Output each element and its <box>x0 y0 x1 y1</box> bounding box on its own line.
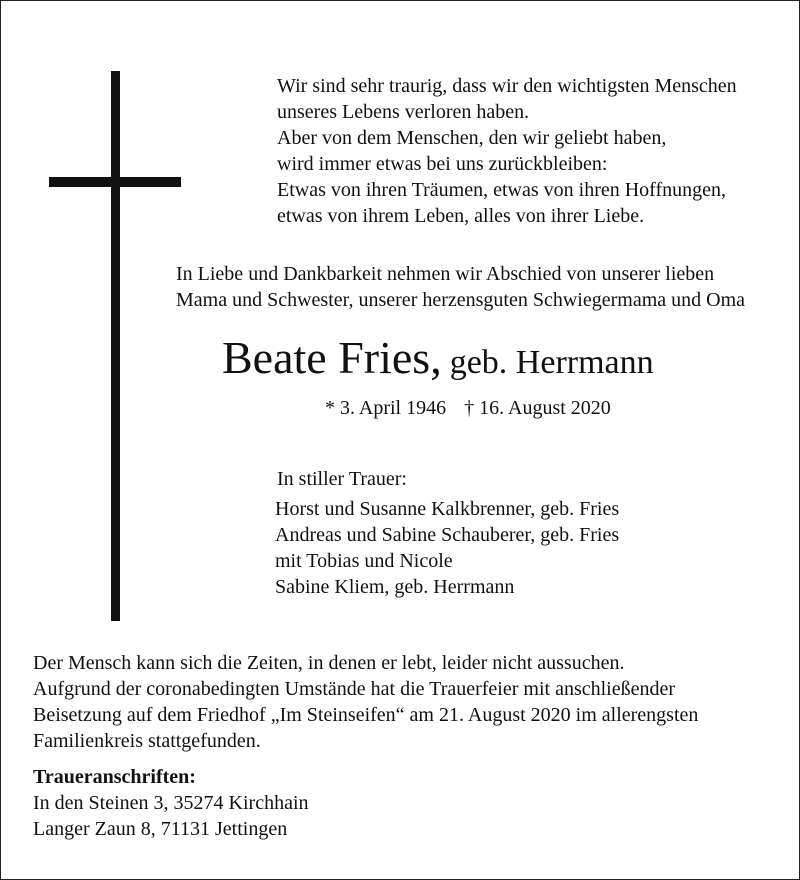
deceased-maiden-name: geb. Herrmann <box>449 344 654 381</box>
intro-line: In Liebe und Dankbarkeit nehmen wir Abschied von unserer lieben <box>176 263 715 285</box>
deceased-name-heading <box>222 328 654 393</box>
mourner-line: Horst und Susanne Kalkbrenner, geb. Fries <box>275 498 620 520</box>
birth-date: * 3. April 1946 <box>325 397 447 419</box>
note-line: Beisetzung auf dem Friedhof „Im Steinseifen“ am 21. August 2020 im allerengsten <box>33 704 699 726</box>
poem-line: Etwas von ihren Träumen, etwas von ihren Hoffnungen, <box>277 179 727 201</box>
intro-line: Mama und Schwester, unserer herzensguten Schwiegermama und Oma <box>176 289 746 311</box>
note-line: Aufgrund der coronabedingten Umstände hat die Trauerfeier mit anschließender <box>33 678 676 700</box>
note-line: Familienkreis stattgefunden. <box>33 730 261 752</box>
cross-icon-horizontal-beam <box>49 177 181 187</box>
mourner-line: Andreas und Sabine Schauberer, geb. Fries <box>275 524 620 546</box>
life-dates <box>325 395 611 421</box>
death-date: † 16. August 2020 <box>464 397 611 419</box>
poem <box>277 73 737 229</box>
note-line: Der Mensch kann sich die Zeiten, in denen er lebt, leider nicht aussuchen. <box>33 652 625 674</box>
mourner-line: mit Tobias und Nicole <box>275 550 453 572</box>
address-line: Langer Zaun 8, 71131 Jettingen <box>33 818 288 840</box>
poem-line: Wir sind sehr traurig, dass wir den wichtigsten Menschen <box>277 75 737 97</box>
addresses-list <box>33 790 309 842</box>
mourning-title: In stiller Trauer: <box>277 468 407 490</box>
mourners-list <box>275 496 619 600</box>
deceased-name: Beate Fries, <box>222 332 442 383</box>
poem-line: etwas von ihrem Leben, alles von ihrer Liebe. <box>277 205 645 227</box>
poem-line: Aber von dem Menschen, den wir geliebt haben, <box>277 127 667 149</box>
funeral-note <box>33 650 698 754</box>
poem-line: wird immer etwas bei uns zurückbleiben: <box>277 153 608 175</box>
mourner-line: Sabine Kliem, geb. Herrmann <box>275 576 515 598</box>
cross-icon-vertical-beam <box>111 71 120 621</box>
poem-line: unseres Lebens verloren haben. <box>277 101 530 123</box>
farewell-intro <box>176 261 745 313</box>
addresses-title: Traueranschriften: <box>33 766 196 788</box>
address-line: In den Steinen 3, 35274 Kirchhain <box>33 792 309 814</box>
